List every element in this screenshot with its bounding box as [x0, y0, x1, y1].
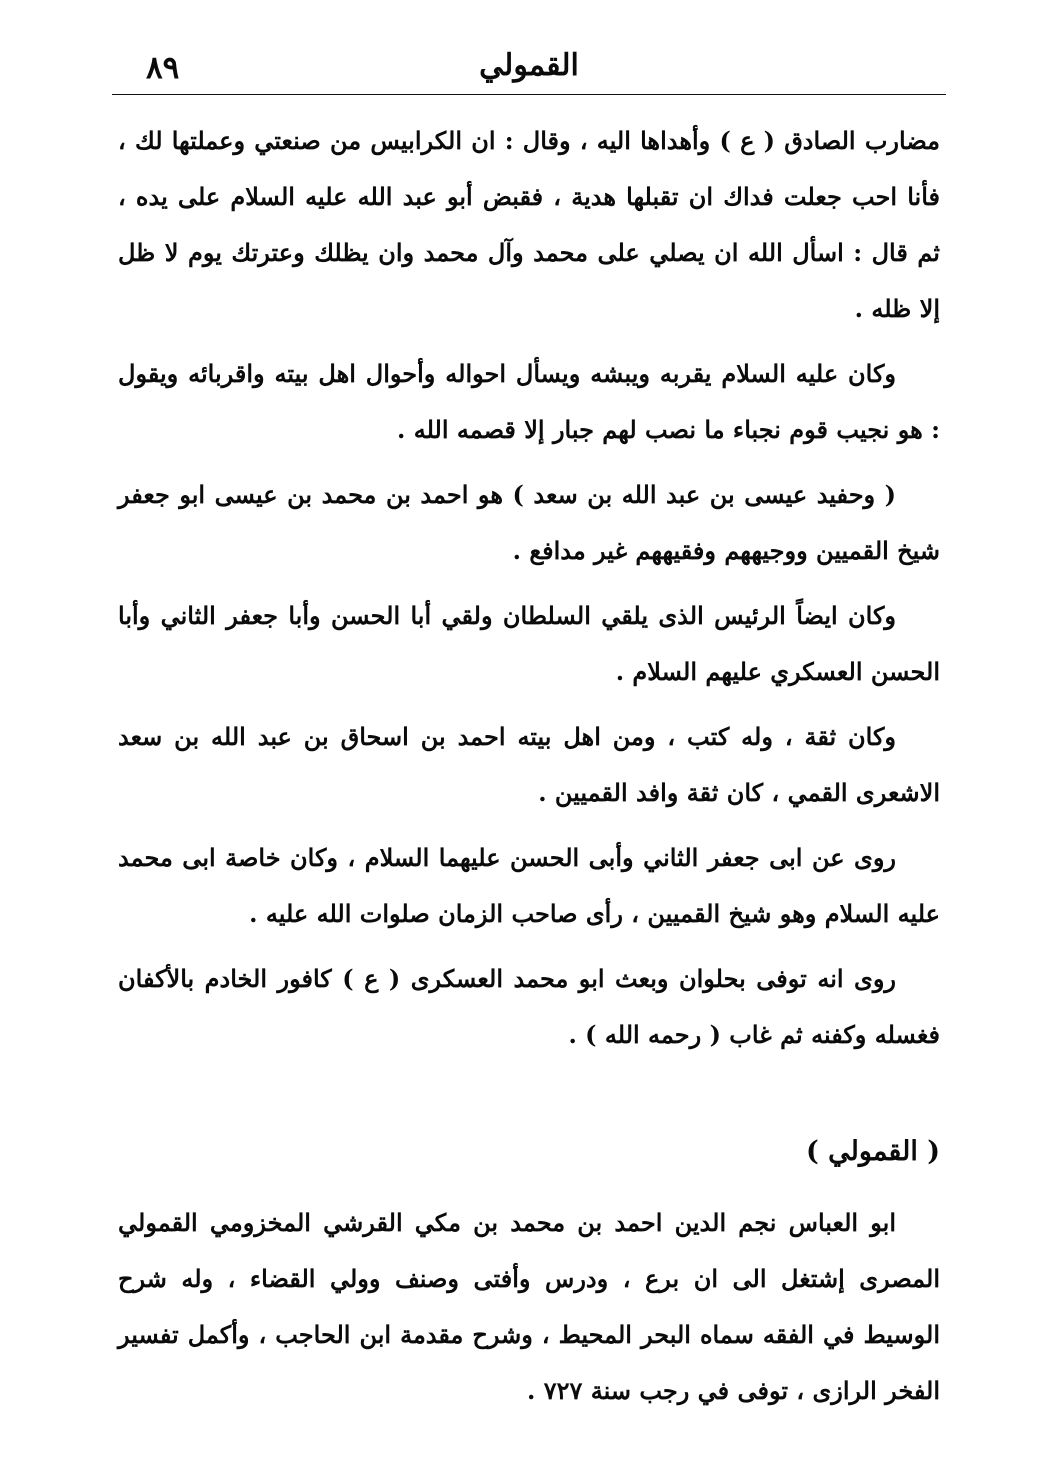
- header-divider: [112, 94, 946, 95]
- page-number: ٨٩: [146, 50, 180, 86]
- main-text: [118, 113, 940, 1419]
- paragraph: روى عن ابى جعفر الثاني وأبى الحسن عليهما السلام ، وكان خاصة ابى محمد عليه السلام وهو شيخ القميين ، رأى صاحب الزمان صلوات الله عليه .: [118, 843, 940, 928]
- paragraph: مضارب الصادق ( ع ) وأهداها اليه ، وقال : ان الكرابيس من صنعتي وعملتها لك ، فأنا احب جعلت فداك ان تقبلها هدية ، فقبض أبو عبد الله عليه السلام على يده ، ثم قال : اسأل الله ان يصلي على محمد وآل محمد وان يظلك وعترتك يوم لا ظل إلا ظله .: [118, 126, 940, 323]
- section-paragraph: ابو العباس نجم الدين احمد بن محمد بن مكي القرشي المخزومي القمولي المصرى إشتغل الى ان برع ، ودرس وأفتى وصنف وولي القضاء ، وله شرح الوسيط في الفقه سماه البحر المحيط ، وشرح مقدمة ابن الحاجب ، وأكمل تفسير الفخر الرازى ، توفى في رجب سنة ٧٢٧ .: [118, 1208, 940, 1405]
- book-page: [118, 36, 940, 1436]
- running-title: القمولي: [479, 48, 579, 83]
- paragraph: ( وحفيد عيسى بن عبد الله بن سعد ) هو احمد بن محمد بن عيسى ابو جعفر شيخ القميين ووجيههم وفقيههم غير مدافع .: [118, 480, 940, 565]
- paragraph: وكان ثقة ، وله كتب ، ومن اهل بيته احمد بن اسحاق بن عبد الله بن سعد الاشعرى القمي ، كان ثقة وافد القميين .: [118, 722, 940, 807]
- paragraph: وكان ايضاً الرئيس الذى يلقي السلطان ولقي أبا الحسن وأبا جعفر الثاني وأبا الحسن العسكري عليهم السلام .: [118, 601, 940, 686]
- paragraph: روى انه توفى بحلوان وبعث ابو محمد العسكرى ( ع ) كافور الخادم بالأكفان فغسله وكفنه ثم غاب ( رحمه الله ) .: [118, 964, 940, 1049]
- paragraph: وكان عليه السلام يقربه ويبشه ويسأل احواله وأحوال اهل بيته واقربائه ويقول : هو نجيب قوم نجباء ما نصب لهم جبار إلا قصمه الله .: [118, 359, 940, 444]
- section-title: ( القمولي ): [805, 1136, 940, 1167]
- page-header: [118, 36, 940, 94]
